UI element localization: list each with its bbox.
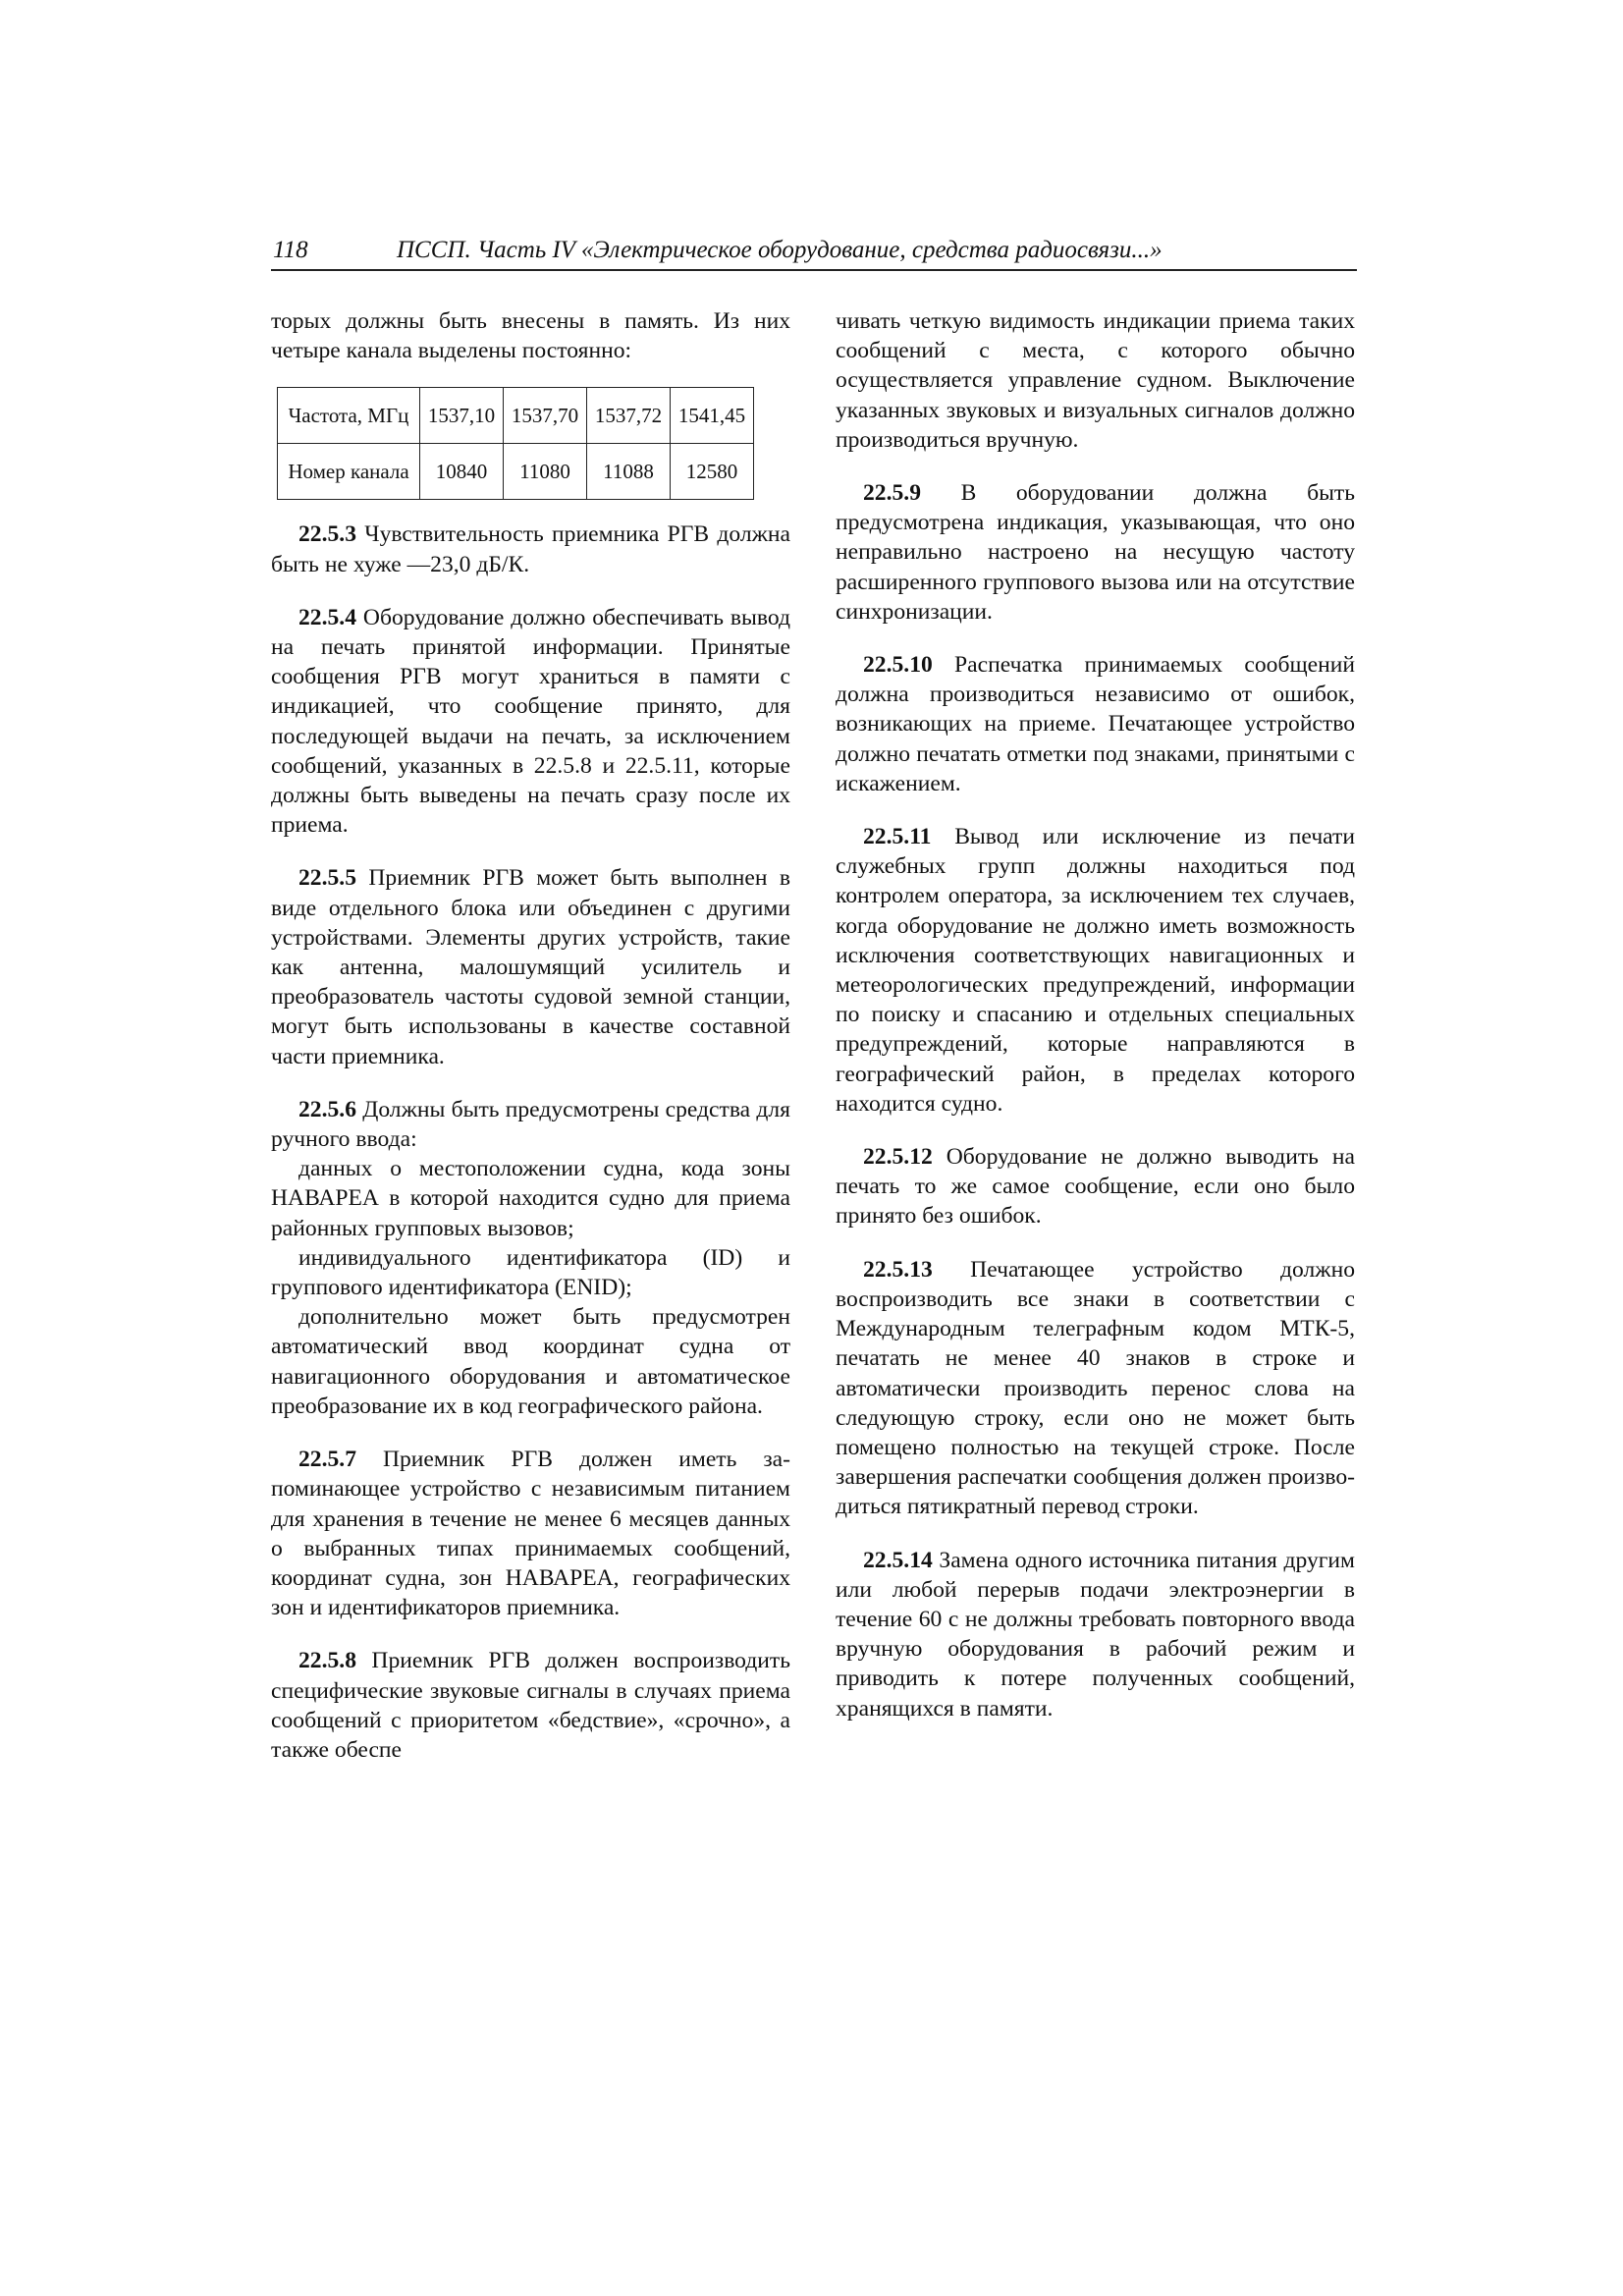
section-22-5-6 — [271, 1095, 790, 1154]
table-row — [278, 444, 754, 500]
section-22-5-10 — [836, 650, 1355, 798]
section-number: 22.5.12 — [863, 1144, 933, 1171]
section-22-5-8 — [271, 1646, 790, 1765]
section-number: 22.5.7 — [298, 1447, 356, 1473]
page-number: 118 — [273, 237, 308, 263]
section-22-5-14 — [836, 1546, 1355, 1723]
section-number: 22.5.5 — [298, 865, 356, 892]
section-number: 22.5.13 — [863, 1256, 933, 1283]
section-text: Вывод или исключение из печати служебных групп должны находиться под контролем оператора, за исключением тех случаев, когда оборудование не должно иметь возможность исключения соответствующих навигационных и метеорологических предупреждений, информации по поиску и спасанию и отдельных специальных предупреждений, которые направляются в географический район, в пределах которого находится судно. — [836, 824, 1355, 1117]
section-22-5-7 — [271, 1445, 790, 1622]
section-number: 22.5.8 — [298, 1648, 356, 1674]
list-item: индивидуального идентификатора (ID) и группового идентификатора (ENID); — [271, 1244, 790, 1301]
section-number: 22.5.3 — [298, 521, 356, 548]
table-cell: 10840 — [420, 444, 504, 500]
section-22-5-12 — [836, 1142, 1355, 1231]
section-22-5-11 — [836, 822, 1355, 1119]
continuation-paragraph: чивать четкую видимость индикации приема таких сообщений с места, с которого обычно осуществляется управление судном. Выключение указанных звуковых и визуальных сигналов должно производиться вручную. — [836, 308, 1355, 453]
table-cell: 1537,72 — [587, 388, 671, 444]
list-item: дополнительно может быть предусмотрен автоматический ввод координат судна от навигационного оборудования и автоматическое преобразование их в код географического района. — [271, 1304, 790, 1419]
section-text: Замена одного источника питания другим или любой перерыв подачи электроэнергии в течение 60 с не должны требовать повторного ввода вручную оборудования в рабочий режим и приводить к потере полученных сообщений, хранящихся в памяти. — [836, 1547, 1355, 1722]
page-header — [271, 234, 1357, 271]
section-number: 22.5.10 — [863, 652, 933, 679]
section-number: 22.5.4 — [298, 604, 356, 630]
table-cell: 1541,45 — [671, 388, 754, 444]
running-title: ПССП. Часть IV «Электрическое оборудование, средства радиосвязи...» — [397, 237, 1163, 263]
section-22-5-4 — [271, 603, 790, 841]
table-row — [278, 388, 754, 444]
channel-table — [277, 387, 754, 500]
table-row-label: Номер канала — [278, 444, 420, 500]
intro-paragraph: торых должны быть внесены в память. Из них четыре канала выделены постоянно: — [271, 308, 790, 364]
table-cell: 12580 — [671, 444, 754, 500]
section-22-5-13 — [836, 1255, 1355, 1522]
table-cell: 1537,70 — [504, 388, 587, 444]
section-22-5-5 — [271, 863, 790, 1070]
left-column — [271, 306, 790, 1788]
section-text: Оборудование не должно выводить на печать то же самое сообщение, если оно было принято без ошибок. — [836, 1144, 1355, 1230]
section-text: Распечатка принимаемых сообщений должна производиться независимо от ошибок, возникающих на приеме. Печатающее устройство должно печатать отметки под знаками, принятыми с искажением. — [836, 652, 1355, 796]
table-cell: 1537,10 — [420, 388, 504, 444]
section-number: 22.5.14 — [863, 1547, 933, 1573]
section-number: 22.5.6 — [298, 1096, 356, 1122]
section-text: Приемник РГВ должен воспроизводить специфические звуковые сигналы в случаях приема сообщений с приоритетом «бедствие», «срочно», а также обеспе — [271, 1648, 790, 1763]
list-item: данных о местоположении судна, кода зоны НАВАРЕА в которой находится судно для приема районных групповых вызовов; — [271, 1156, 790, 1241]
table-cell: 11088 — [587, 444, 671, 500]
section-22-5-9 — [836, 478, 1355, 627]
section-text: Оборудование должно обеспечивать вывод на печать принятой информации. Принятые сообщения РГВ могут храниться в памяти с индикацией, что сообщение принято, для последующей выдачи на печать, за исключением сообщений, указанных в 22.5.8 и 22.5.11, которые должны быть выведены на печать сразу после их приема. — [271, 604, 790, 839]
section-number: 22.5.11 — [863, 824, 932, 850]
section-22-5-3 — [271, 519, 790, 578]
table-cell: 11080 — [504, 444, 587, 500]
table-row-label: Частота, МГц — [278, 388, 420, 444]
section-number: 22.5.9 — [863, 480, 921, 507]
section-text: Приемник РГВ должен иметь запоминающее устройство с независимым питанием для хранения в течение не менее 6 месяцев данных о выбранных типах принимаемых сообщений, координат судна, зон НАВАРЕА, географических зон и идентификаторов приемника. — [271, 1447, 790, 1621]
section-text: Должны быть предусмотрены средства для ручного ввода: — [271, 1096, 790, 1153]
right-column — [836, 306, 1355, 1747]
section-text: Печатающее устройство должно воспроизводить все знаки в соответствии с Международным телеграфным кодом МТК-5, печатать не менее 40 знаков в строке и автоматически производить перенос слова на следующую строку, если оно не может быть помещено полностью на текущей строке. После завершения распечатки сообщения должен производиться пятикратный перевод строки. — [836, 1256, 1355, 1520]
section-text: Приемник РГВ может быть выполнен в виде отдельного блока или объединен с другими устройствами. Элементы других устройств, такие как антенна, малошумящий усилитель и преобразователь частоты судовой земной станции, могут быть использованы в качестве составной части приемника. — [271, 865, 790, 1069]
section-text: В оборудовании должна быть предусмотрена индикация, указывающая, что оно неправильно настроено на несущую частоту расширенного группового вызова или на отсутствие синхронизации. — [836, 480, 1355, 625]
section-text: Чувствительность приемника РГВ должна быть не хуже —23,0 дБ/К. — [271, 521, 790, 577]
